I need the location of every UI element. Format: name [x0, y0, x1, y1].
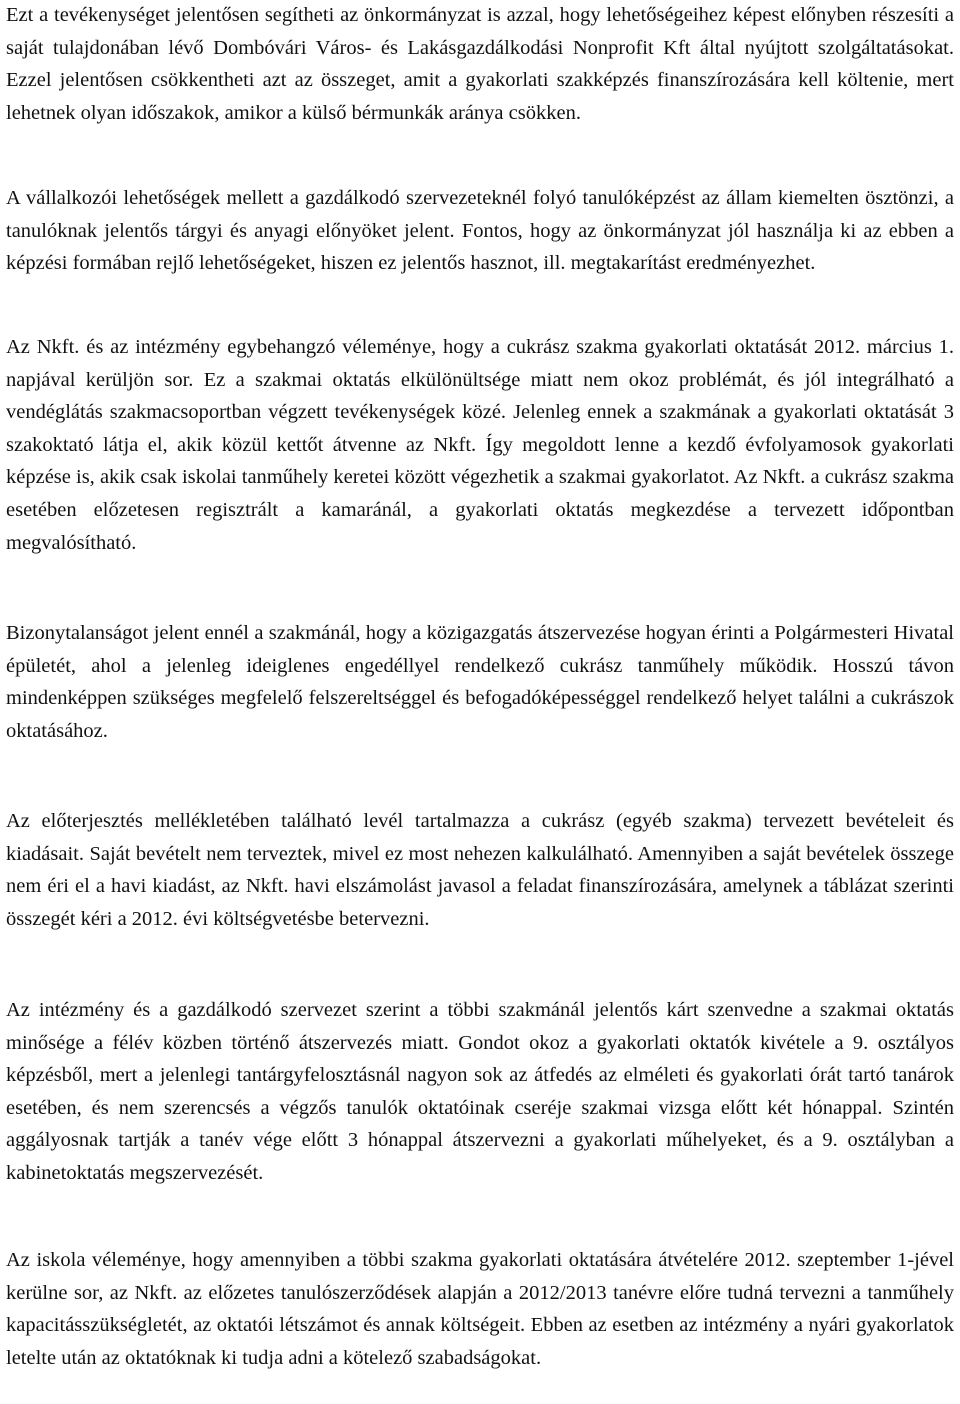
paragraph: Ezt a tevékenységet jelentősen segítheti az önkormányzat is azzal, hogy lehetőségeihez képest előnyben részesíti a saját tulajdonában lévő Dombóvári Város- és Lakásgazdálkodási Nonprofit Kft által nyújtott szolgáltatásokat. Ezzel jelentősen csökkentheti azt az összeget, amit a gyakorlati szakképzés finanszírozására kell költenie, mert lehetnek olyan időszakok, amikor a külső bérmunkák aránya csökken.: [6, 4, 954, 124]
paragraph: Az Nkft. és az intézmény egybehangzó véleménye, hogy a cukrász szakma gyakorlati oktatását 2012. március 1. napjával kerüljön sor. Ez a szakmai oktatás elkülönültsége miatt nem okoz problémát, és jól integrálható a vendéglátás szakmacsoportban végzett tevékenységek közé. Jelenleg ennek a szakmának a gyakorlati oktatását 3 szakoktató látja el, akik közül kettőt átvenne az Nkft. Így megoldott lenne a kezdő évfolyamosok gyakorlati képzése is, akik csak iskolai tanműhely keretei között végezhetik a szakmai gyakorlatot. Az Nkft. a cukrász szakma esetében előzetesen regisztrált a kamaránál, a gyakorlati oktatás megkezdése a tervezett időpontban megvalósítható.: [6, 336, 954, 554]
paragraph: A vállalkozói lehetőségek mellett a gazdálkodó szervezeteknél folyó tanulóképzést az állam kiemelten ösztönzi, a tanulóknak jelentős tárgyi és anyagi előnyöket jelent. Fontos, hogy az önkormányzat jól használja ki az ebben a képzési formában rejlő lehetőségeket, hiszen ez jelentős hasznot, ill. megtakarítást eredményezhet.: [6, 187, 954, 275]
paragraph: Bizonytalanságot jelent ennél a szakmánál, hogy a közigazgatás átszervezése hogyan érinti a Polgármesteri Hivatal épületét, ahol a jelenleg ideiglenes engedéllyel rendelkező cukrász tanműhely működik. Hosszú távon mindenképpen szükséges megfelelő felszereltséggel és befogadóképességgel rendelkező helyet találni a cukrászok oktatásához.: [6, 622, 954, 742]
paragraph: Az intézmény és a gazdálkodó szervezet szerint a többi szakmánál jelentős kárt szenvedne a szakmai oktatás minősége a félév közben történő átszervezés miatt. Gondot okoz a gyakorlati oktatók kivétele a 9. osztályos képzésből, mert a jelenlegi tantárgyfelosztásnál nagyon sok az átfedés az elméleti és gyakorlati órát tartó tanárok esetében, és nem szerencsés a végzős tanulók oktatóinak cseréje szakmai vizsga előtt két hónappal. Szintén aggályosnak tartják a tanév vége előtt 3 hónappal átszervezni a gyakorlati műhelyeket, és a 9. osztályban a kabinetoktatás megszervezését.: [6, 999, 954, 1184]
paragraph: Az előterjesztés mellékletében található levél tartalmazza a cukrász (egyéb szakma) tervezett bevételeit és kiadásait. Saját bevételt nem terveztek, mivel ez most nehezen kalkulálható. Amennyiben a saját bevételek összege nem éri el a havi kiadást, az Nkft. havi elszámolást javasol a feladat finanszírozására, amelynek a táblázat szerinti összegét kéri a 2012. évi költségvetésbe betervezni.: [6, 810, 954, 930]
paragraph: Az iskola véleménye, hogy amennyiben a többi szakma gyakorlati oktatására átvételére 2012. szeptember 1-jével kerülne sor, az Nkft. az előzetes tanulószerződések alapján a 2012/2013 tanévre előre tudná tervezni a tanműhely kapacitásszükségletét, az oktatói létszámot és annak költségeit. Ebben az esetben az intézmény a nyári gyakorlatok letelte után az oktatóknak ki tudja adni a kötelező szabadságokat.: [6, 1249, 954, 1369]
